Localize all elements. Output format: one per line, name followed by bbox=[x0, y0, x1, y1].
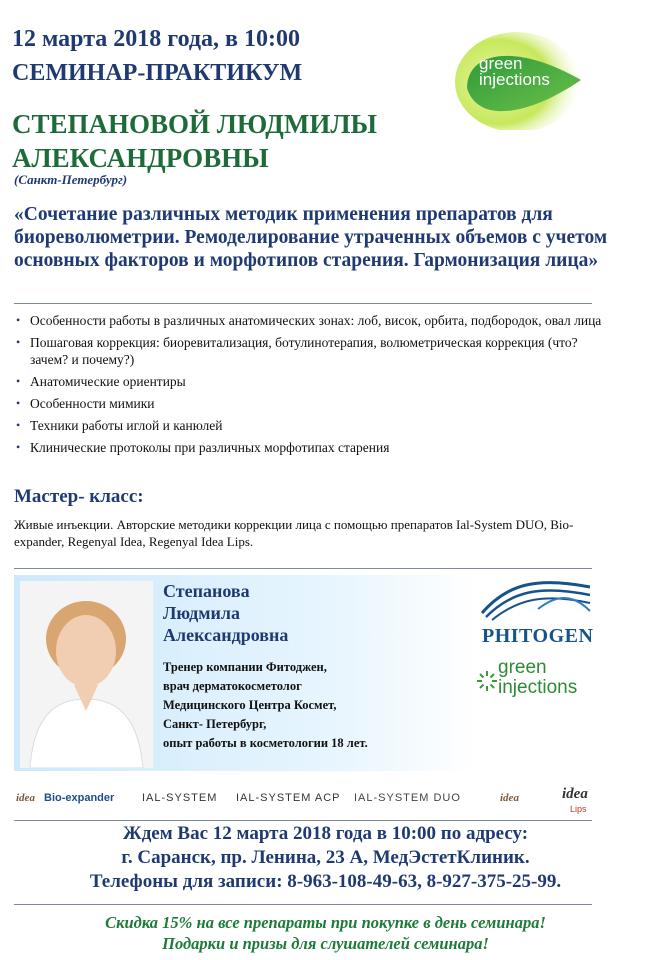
trainer-info-line: Тренер компании Фитоджен, bbox=[163, 660, 327, 674]
bio-expander-logo: Bio-expander bbox=[44, 792, 115, 804]
list-item: • Клинические протоколы при различных морфотипах старения bbox=[16, 440, 390, 455]
invitation-address: г. Саранск, пр. Ленина, 23 А, МедЭстетКлиник. bbox=[121, 847, 530, 868]
trainer-name-line2: Людмила bbox=[163, 603, 240, 623]
portrait-icon bbox=[20, 581, 153, 768]
speaker-name-line2: АЛЕКСАНДРОВНЫ bbox=[12, 143, 269, 173]
list-item: • Особенности работы в различных анатомических зонах: лоб, висок, орбита, подбородок, овал лица bbox=[16, 313, 602, 328]
trainer-photo bbox=[20, 581, 153, 768]
list-item: • Техники работы иглой и канюлей bbox=[16, 418, 223, 433]
divider bbox=[14, 303, 592, 304]
lips-label: Lips bbox=[570, 804, 587, 814]
logo-injections-text: injections bbox=[479, 70, 550, 89]
list-item: • Анатомические ориентиры bbox=[16, 374, 186, 389]
invitation-date: Ждем Вас 12 марта 2018 года в 10:00 по адресу: bbox=[122, 823, 529, 844]
ial-system-acp-logo: IAL-SYSTEM ACP bbox=[236, 792, 341, 804]
trainer-info-line: Медицинского Центра Космет, bbox=[163, 698, 337, 712]
speaker-city: (Санкт-Петербург) bbox=[14, 172, 128, 187]
seminar-topic: «Сочетание различных методик применения препаратов для биореволюметрии. Ремоделирование утраченных объемов с учетом основных факторов и морфотипов старения. Гармонизация лица» bbox=[14, 204, 608, 271]
green-injections-small-logo bbox=[476, 658, 594, 702]
green-injections-logo bbox=[455, 30, 635, 130]
idea-lips-logo: idea bbox=[562, 786, 588, 802]
bullet-icon: • bbox=[16, 374, 21, 388]
trainer-name-line3: Александровна bbox=[163, 625, 289, 645]
master-class-text: Живые инъекции. Авторские методики коррекции лица с помощью препаратов Ial-System DUO, Bio-expander, Regenyal Idea, Regenyal Idea Lips. bbox=[14, 517, 574, 549]
promo bbox=[0, 912, 651, 954]
logo-green-text: green bbox=[479, 54, 523, 73]
ial-system-duo-logo: IAL-SYSTEM DUO bbox=[354, 792, 461, 804]
list-item: • Особенности мимики bbox=[16, 396, 155, 411]
logo-injections-text: injections bbox=[498, 677, 578, 698]
bullet-icon: • bbox=[16, 418, 21, 432]
seminar-type: СЕМИНАР-ПРАКТИКУМ bbox=[12, 60, 303, 86]
master-class-heading: Мастер- класс: bbox=[14, 486, 144, 507]
trainer-name bbox=[163, 580, 288, 646]
invitation-phones: Телефоны для записи: 8-963-108-49-63, 8-927-375-25-99. bbox=[89, 871, 562, 892]
logo-green-text: green bbox=[498, 657, 547, 678]
bullet-icon: • bbox=[16, 335, 21, 349]
sunburst-icon bbox=[476, 670, 498, 692]
wave-icon bbox=[478, 573, 596, 623]
bullet-icon: • bbox=[16, 440, 21, 454]
trainer-info bbox=[163, 658, 368, 753]
promo-discount: Скидка 15% на все препараты при покупке в день семинара! bbox=[105, 913, 546, 932]
trainer-name-line1: Степанова bbox=[163, 581, 250, 601]
event-date: 12 марта 2018 года, в 10:00 bbox=[12, 26, 300, 52]
trainer-info-line: Санкт- Петербург, bbox=[163, 717, 267, 731]
idea-logo-2: idea bbox=[500, 792, 519, 804]
topics-list bbox=[16, 312, 606, 461]
divider bbox=[14, 820, 592, 821]
idea-logo: idea bbox=[16, 792, 35, 804]
invitation bbox=[0, 822, 651, 894]
phitogen-logo bbox=[478, 573, 596, 623]
list-item: • Пошаговая коррекция: биоревитализация, ботулинотерапия, волюметрическая коррекция (что? зачем? и почему?) bbox=[16, 335, 578, 367]
ial-system-logo: IAL-SYSTEM bbox=[142, 792, 218, 804]
trainer-info-line: опыт работы в косметологии 18 лет. bbox=[163, 736, 368, 750]
speaker-name bbox=[12, 107, 452, 175]
divider bbox=[14, 568, 592, 569]
phitogen-text: PHITOGEN bbox=[482, 625, 594, 647]
promo-gifts: Подарки и призы для слушателей семинара! bbox=[162, 934, 489, 953]
bullet-icon: • bbox=[16, 396, 21, 410]
trainer-info-line: врач дерматокосметолог bbox=[163, 679, 302, 693]
speaker-name-line1: СТЕПАНОВОЙ ЛЮДМИЛЫ bbox=[12, 109, 377, 139]
product-logos bbox=[14, 780, 592, 820]
bullet-icon: • bbox=[16, 313, 21, 327]
divider bbox=[14, 904, 592, 905]
